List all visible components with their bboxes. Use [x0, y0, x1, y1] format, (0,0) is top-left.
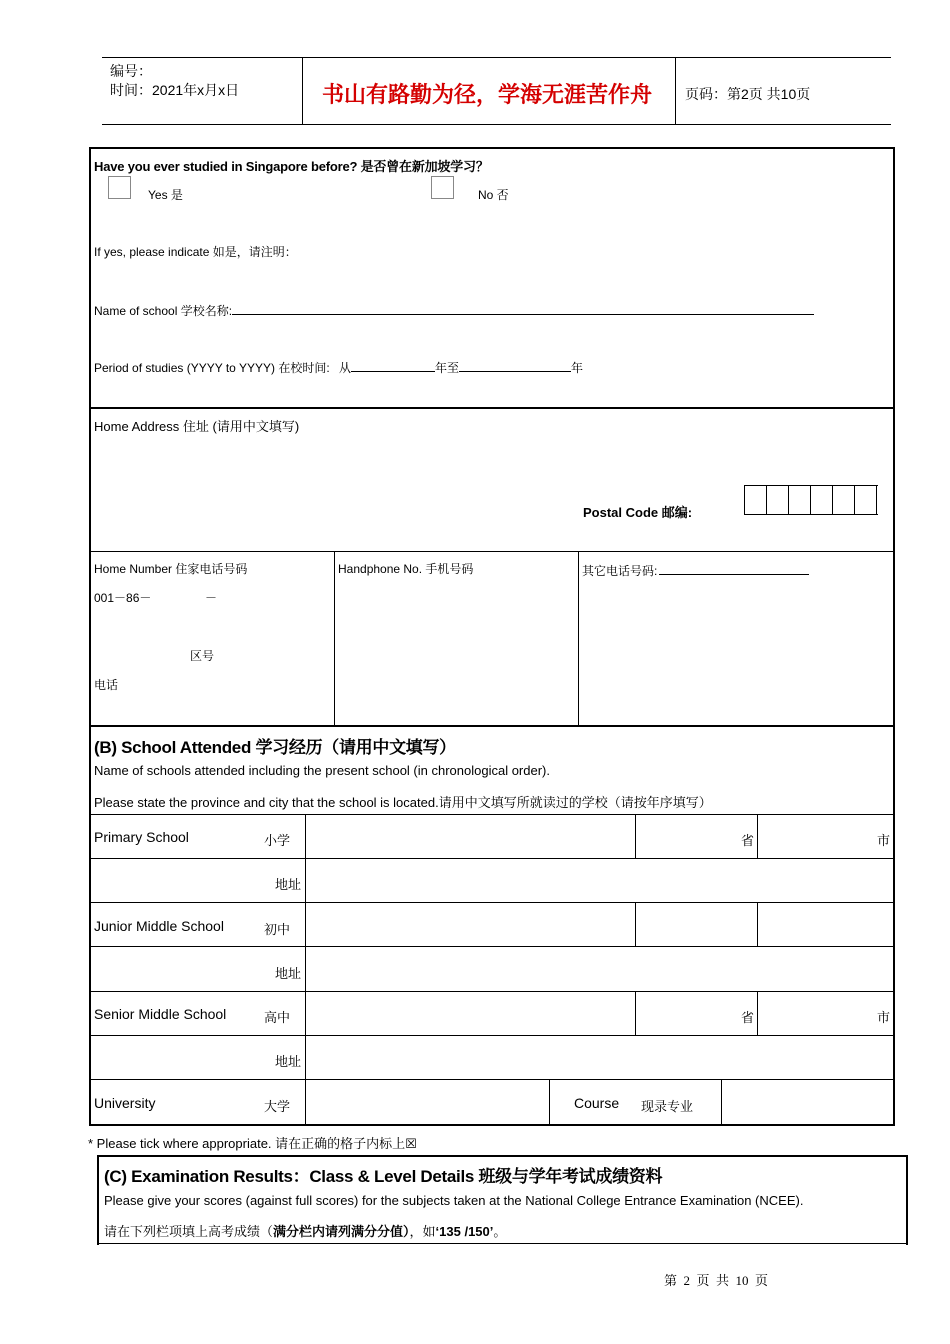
doc-date: 时间：2021年x月x日 — [110, 82, 240, 98]
primary-city-label: 市 — [877, 833, 891, 848]
home-prefix: 001－86－ — [94, 591, 152, 605]
senior-province-label: 省 — [741, 1010, 755, 1025]
university-name-field[interactable] — [306, 1080, 549, 1124]
period-row — [94, 357, 583, 376]
course-zh-label: 现录专业 — [641, 1099, 694, 1114]
period-year: 年 — [571, 361, 584, 375]
postal-code-label: Postal Code 邮编: — [583, 505, 693, 520]
section-c-line2-b: 满分栏内请列满分分值） — [273, 1224, 410, 1239]
page-footer: 第 2 页 共 10 页 — [664, 1273, 769, 1288]
other-phone-field[interactable] — [659, 560, 809, 575]
singapore-question: Have you ever studied in Singapore before? 是否曾在新加坡学习？ — [94, 159, 489, 174]
period-start-field[interactable] — [351, 357, 435, 372]
postal-code-boxes[interactable] — [744, 485, 878, 515]
university-zh: 大学 — [264, 1099, 291, 1114]
other-phone-label: 其它电话号码: — [582, 564, 658, 578]
if-yes-label: If yes, please indicate 如是，请注明： — [94, 245, 297, 259]
phone-label: 电话 — [94, 678, 119, 692]
section-c-title: (C) Examination Results：Class & Level Details 班级与学年考试成绩资料 — [104, 1167, 663, 1186]
home-number-label: Home Number 住家电话号码 — [94, 562, 248, 576]
primary-province-label: 省 — [741, 833, 755, 848]
period-label: Period of studies (YYYY to YYYY) 在校时间: — [94, 361, 330, 375]
no-checkbox[interactable] — [431, 176, 454, 199]
period-end-field[interactable] — [459, 357, 571, 372]
section-c-line2-c: ，如 — [409, 1224, 436, 1239]
section-c-line2-e: 。 — [493, 1224, 507, 1239]
primary-school-zh: 小学 — [264, 833, 291, 848]
primary-address-field[interactable] — [306, 859, 893, 902]
junior-school-zh: 初中 — [264, 922, 291, 937]
school-name-row — [94, 300, 814, 319]
school-name-label: Name of school 学校名称: — [94, 304, 233, 318]
primary-address-label: 地址 — [275, 877, 302, 892]
yes-label: Yes 是 — [148, 188, 183, 202]
senior-city-label: 市 — [877, 1010, 891, 1025]
tick-note: * Please tick where appropriate. 请在正确的格子内标上☒ — [88, 1136, 417, 1151]
section-b-title: (B) School Attended 学习经历（请用中文填写） — [94, 738, 456, 757]
period-to: 年至 — [435, 361, 460, 375]
period-from: 从 — [339, 361, 352, 375]
page-info: 页码：第2页 共10页 — [685, 86, 811, 102]
senior-school-name-field[interactable] — [306, 992, 635, 1035]
primary-school-label: Primary School — [94, 829, 189, 845]
course-field[interactable] — [722, 1080, 893, 1124]
header-motto: 书山有路勤为径，学海无涯苦作舟 — [322, 82, 653, 107]
home-address-label: Home Address 住址 (请用中文填写) — [94, 419, 300, 434]
section-b-line2: Please state the province and city that the school is located.请用中文填写所就读过的学校（请按年序填写） — [94, 795, 712, 810]
primary-school-name-field[interactable] — [306, 815, 635, 858]
junior-school-label: Junior Middle School — [94, 918, 224, 934]
senior-school-zh: 高中 — [264, 1010, 291, 1025]
area-code-label: 区号 — [190, 649, 215, 663]
other-phone-row — [582, 560, 809, 579]
junior-school-name-field[interactable] — [306, 903, 635, 946]
senior-address-field[interactable] — [306, 1036, 893, 1079]
yes-checkbox[interactable] — [108, 176, 131, 199]
section-c-line2 — [104, 1221, 506, 1240]
doc-number-label: 编号： — [110, 63, 152, 79]
handphone-label: Handphone No. 手机号码 — [338, 562, 474, 576]
no-label: No 否 — [478, 188, 509, 202]
junior-address-field[interactable] — [306, 947, 893, 991]
senior-school-label: Senior Middle School — [94, 1006, 227, 1022]
senior-address-label: 地址 — [275, 1054, 302, 1069]
section-c-line2-d: ‘135 /150’ — [435, 1224, 494, 1239]
junior-address-label: 地址 — [275, 966, 302, 981]
university-label: University — [94, 1095, 156, 1111]
school-name-field[interactable] — [232, 300, 814, 315]
section-b-line1: Name of schools attended including the present school (in chronological order). — [94, 763, 550, 778]
home-dash: － — [205, 591, 218, 605]
course-label: Course — [574, 1095, 620, 1111]
section-c-line2-a: 请在下列栏项填上高考成绩（ — [104, 1224, 274, 1239]
section-c-line1: Please give your scores (against full scores) for the subjects taken at the National College Entrance Examination (NCEE). — [104, 1193, 804, 1208]
